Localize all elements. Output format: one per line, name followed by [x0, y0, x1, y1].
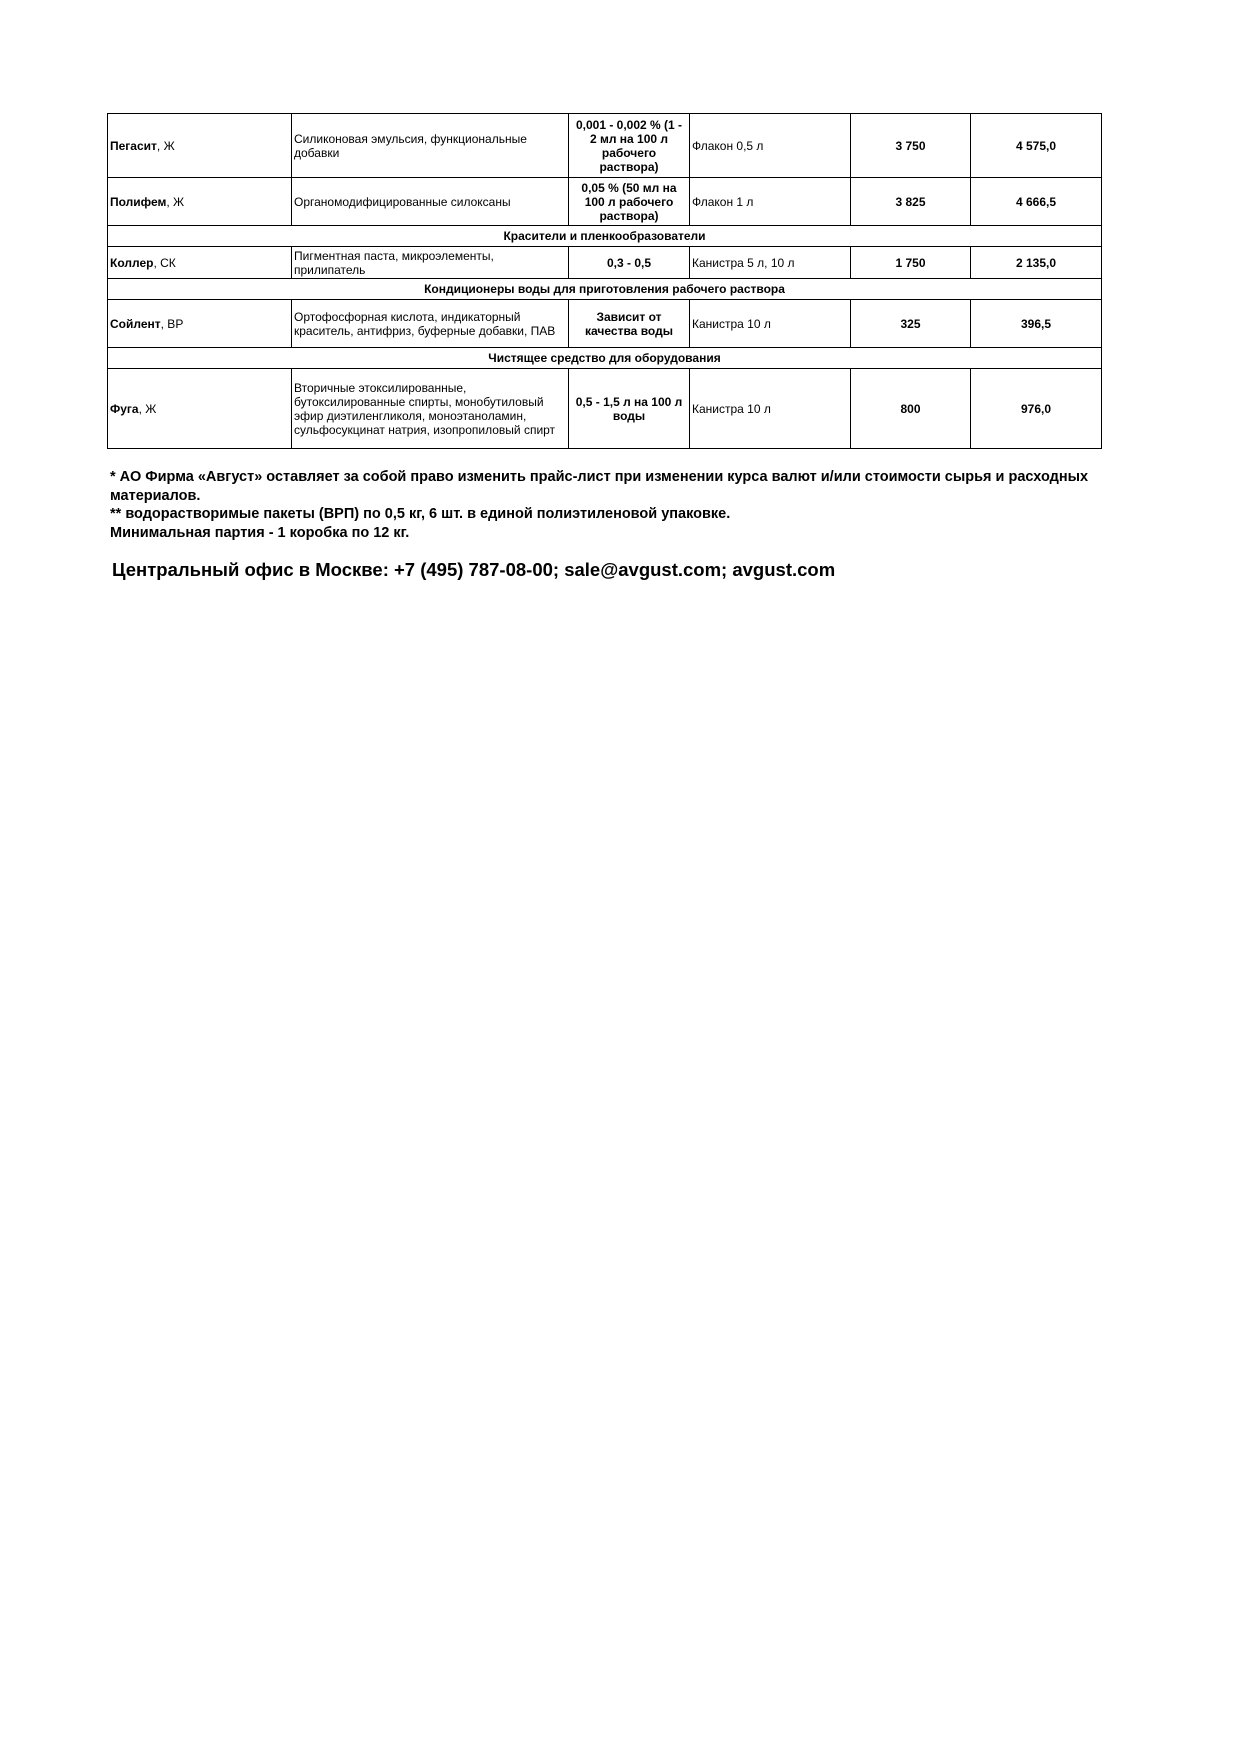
product-package: Канистра 5 л, 10 л — [690, 247, 851, 279]
product-composition: Вторичные этоксилированные, бутоксилированные спирты, монобутиловый эфир диэтиленгликоля, моноэтаноламин, сульфосукцинат натрия, изопропиловый спирт — [292, 369, 569, 449]
section-row-water-conditioners — [108, 279, 1102, 300]
product-name: Коллер — [110, 255, 154, 270]
product-name-cell — [108, 247, 292, 279]
product-form: , Ж — [166, 194, 185, 209]
section-title: Кондиционеры воды для приготовления рабочего раствора — [108, 279, 1102, 300]
footnotes — [110, 468, 1100, 542]
product-rate: 0,05 % (50 мл на 100 л рабочего раствора) — [569, 178, 690, 226]
product-name-cell — [108, 178, 292, 226]
product-rate: Зависит от качества воды — [569, 300, 690, 348]
product-price-vat: 396,5 — [971, 300, 1102, 348]
product-composition: Органомодифицированные силоксаны — [292, 178, 569, 226]
product-name-cell — [108, 369, 292, 449]
product-composition: Ортофосфорная кислота, индикаторный краситель, антифриз, буферные добавки, ПАВ — [292, 300, 569, 348]
section-row-cleaner — [108, 348, 1102, 369]
product-package: Флакон 1 л — [690, 178, 851, 226]
product-package: Канистра 10 л — [690, 369, 851, 449]
table-row-koller — [108, 247, 1102, 279]
footnote-min-order: Минимальная партия - 1 коробка по 12 кг. — [110, 524, 410, 541]
footnote-packages: ** водорастворимые пакеты (ВРП) по 0,5 кг, 6 шт. в единой полиэтиленовой упаковке. — [110, 506, 731, 522]
product-package: Флакон 0,5 л — [690, 114, 851, 178]
product-price: 1 750 — [851, 247, 971, 279]
product-composition: Пигментная паста, микроэлементы, прилипатель — [292, 247, 569, 279]
product-price-vat: 4 666,5 — [971, 178, 1102, 226]
product-price: 3 825 — [851, 178, 971, 226]
section-title: Красители и пленкообразователи — [108, 226, 1102, 247]
product-form: , Ж — [138, 401, 157, 416]
product-composition: Силиконовая эмульсия, функциональные добавки — [292, 114, 569, 178]
product-price: 325 — [851, 300, 971, 348]
product-price-vat: 2 135,0 — [971, 247, 1102, 279]
product-form: , СК — [153, 255, 176, 270]
product-name-cell — [108, 300, 292, 348]
table-row-soilent — [108, 300, 1102, 348]
contact-line: Центральный офис в Москве: +7 (495) 787-08-00; sale@avgust.com; avgust.com — [112, 559, 836, 580]
product-rate: 0,5 - 1,5 л на 100 л воды — [569, 369, 690, 449]
product-form: , ВР — [160, 316, 184, 331]
section-title: Чистящее средство для оборудования — [108, 348, 1102, 369]
product-form: , Ж — [156, 138, 175, 153]
product-name: Фуга — [110, 401, 139, 416]
table-row-fuga — [108, 369, 1102, 449]
table-row-polifem — [108, 178, 1102, 226]
product-rate: 0,001 - 0,002 % (1 - 2 мл на 100 л рабочего раствора) — [569, 114, 690, 178]
product-rate: 0,3 - 0,5 — [569, 247, 690, 279]
product-name: Полифем — [110, 194, 167, 209]
product-name: Сойлент — [110, 316, 161, 331]
table-row-pegasit — [108, 114, 1102, 178]
product-price: 3 750 — [851, 114, 971, 178]
price-table — [107, 113, 1102, 449]
product-name-cell — [108, 114, 292, 178]
section-row-dyes — [108, 226, 1102, 247]
product-price: 800 — [851, 369, 971, 449]
product-name: Пегасит — [110, 138, 157, 153]
footnote-price-change: * АО Фирма «Август» оставляет за собой право изменить прайс-лист при изменении курса валют и/или стоимости сырья и расходных материалов. — [110, 469, 1089, 504]
product-package: Канистра 10 л — [690, 300, 851, 348]
product-price-vat: 976,0 — [971, 369, 1102, 449]
product-price-vat: 4 575,0 — [971, 114, 1102, 178]
